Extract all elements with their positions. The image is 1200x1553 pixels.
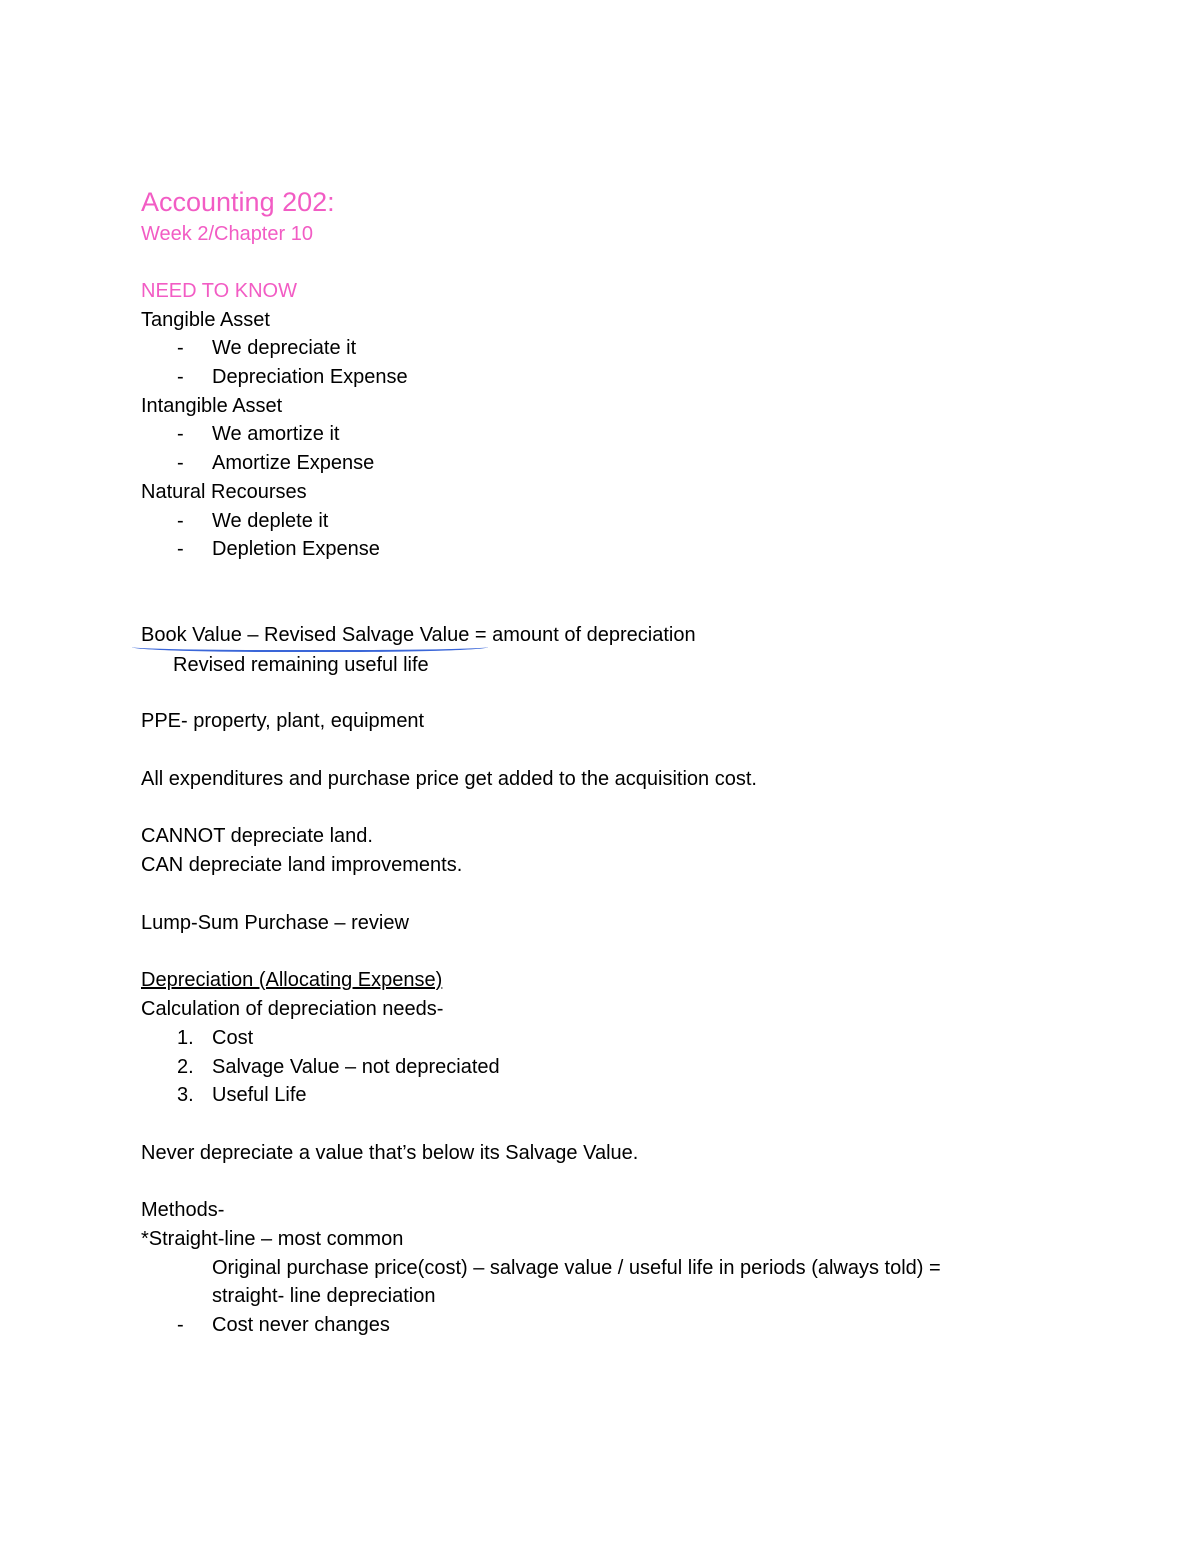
group-label-intangible: Intangible Asset bbox=[141, 395, 283, 417]
never-depreciate-note: Never depreciate a value that’s below its Salvage Value. bbox=[141, 1142, 639, 1164]
list-item-text: Depreciation Expense bbox=[212, 366, 408, 388]
item-text: Salvage Value – not depreciated bbox=[212, 1056, 500, 1078]
expenditures-note: All expenditures and purchase price get added to the acquisition cost. bbox=[141, 768, 757, 790]
list-item-text: We amortize it bbox=[212, 423, 340, 445]
methods-heading: Methods- bbox=[141, 1199, 225, 1221]
item-text: Useful Life bbox=[212, 1084, 307, 1106]
dash-bullet: - bbox=[177, 423, 184, 445]
depreciation-intro: Calculation of depreciation needs- bbox=[141, 998, 444, 1020]
list-item-text: Amortize Expense bbox=[212, 452, 375, 474]
item-number: 2. bbox=[177, 1056, 194, 1078]
item-text: Cost bbox=[212, 1027, 254, 1049]
cannot-land-note: CANNOT depreciate land. bbox=[141, 825, 373, 847]
formula-denominator: Revised remaining useful life bbox=[173, 654, 429, 676]
item-number: 3. bbox=[177, 1084, 194, 1106]
need-to-know-heading: NEED TO KNOW bbox=[141, 280, 297, 302]
straight-line-formula-1: Original purchase price(cost) – salvage value / useful life in periods (always told) = bbox=[212, 1257, 941, 1279]
dash-bullet: - bbox=[177, 337, 184, 359]
depreciation-heading: Depreciation (Allocating Expense) bbox=[141, 969, 443, 991]
can-land-note: CAN depreciate land improvements. bbox=[141, 854, 463, 876]
formula-numerator: Book Value – Revised Salvage Value = amount of depreciation bbox=[141, 624, 696, 646]
dash-bullet: - bbox=[177, 538, 184, 560]
list-item-text: We deplete it bbox=[212, 510, 329, 532]
dash-bullet: - bbox=[177, 1314, 184, 1336]
lump-sum-note: Lump-Sum Purchase – review bbox=[141, 912, 409, 934]
ppe-note: PPE- property, plant, equipment bbox=[141, 710, 425, 732]
straight-line-formula-2: straight- line depreciation bbox=[212, 1285, 436, 1307]
group-label-tangible: Tangible Asset bbox=[141, 309, 270, 331]
dash-bullet: - bbox=[177, 510, 184, 532]
list-item-text: Cost never changes bbox=[212, 1314, 390, 1336]
straight-line-label: *Straight-line – most common bbox=[141, 1228, 404, 1250]
item-number: 1. bbox=[177, 1027, 194, 1049]
dash-bullet: - bbox=[177, 452, 184, 474]
dash-bullet: - bbox=[177, 366, 184, 388]
group-label-natural: Natural Recourses bbox=[141, 481, 307, 503]
list-item-text: Depletion Expense bbox=[212, 538, 380, 560]
page-subtitle: Week 2/Chapter 10 bbox=[141, 223, 313, 245]
list-item-text: We depreciate it bbox=[212, 337, 357, 359]
page-title: Accounting 202: bbox=[141, 187, 335, 217]
